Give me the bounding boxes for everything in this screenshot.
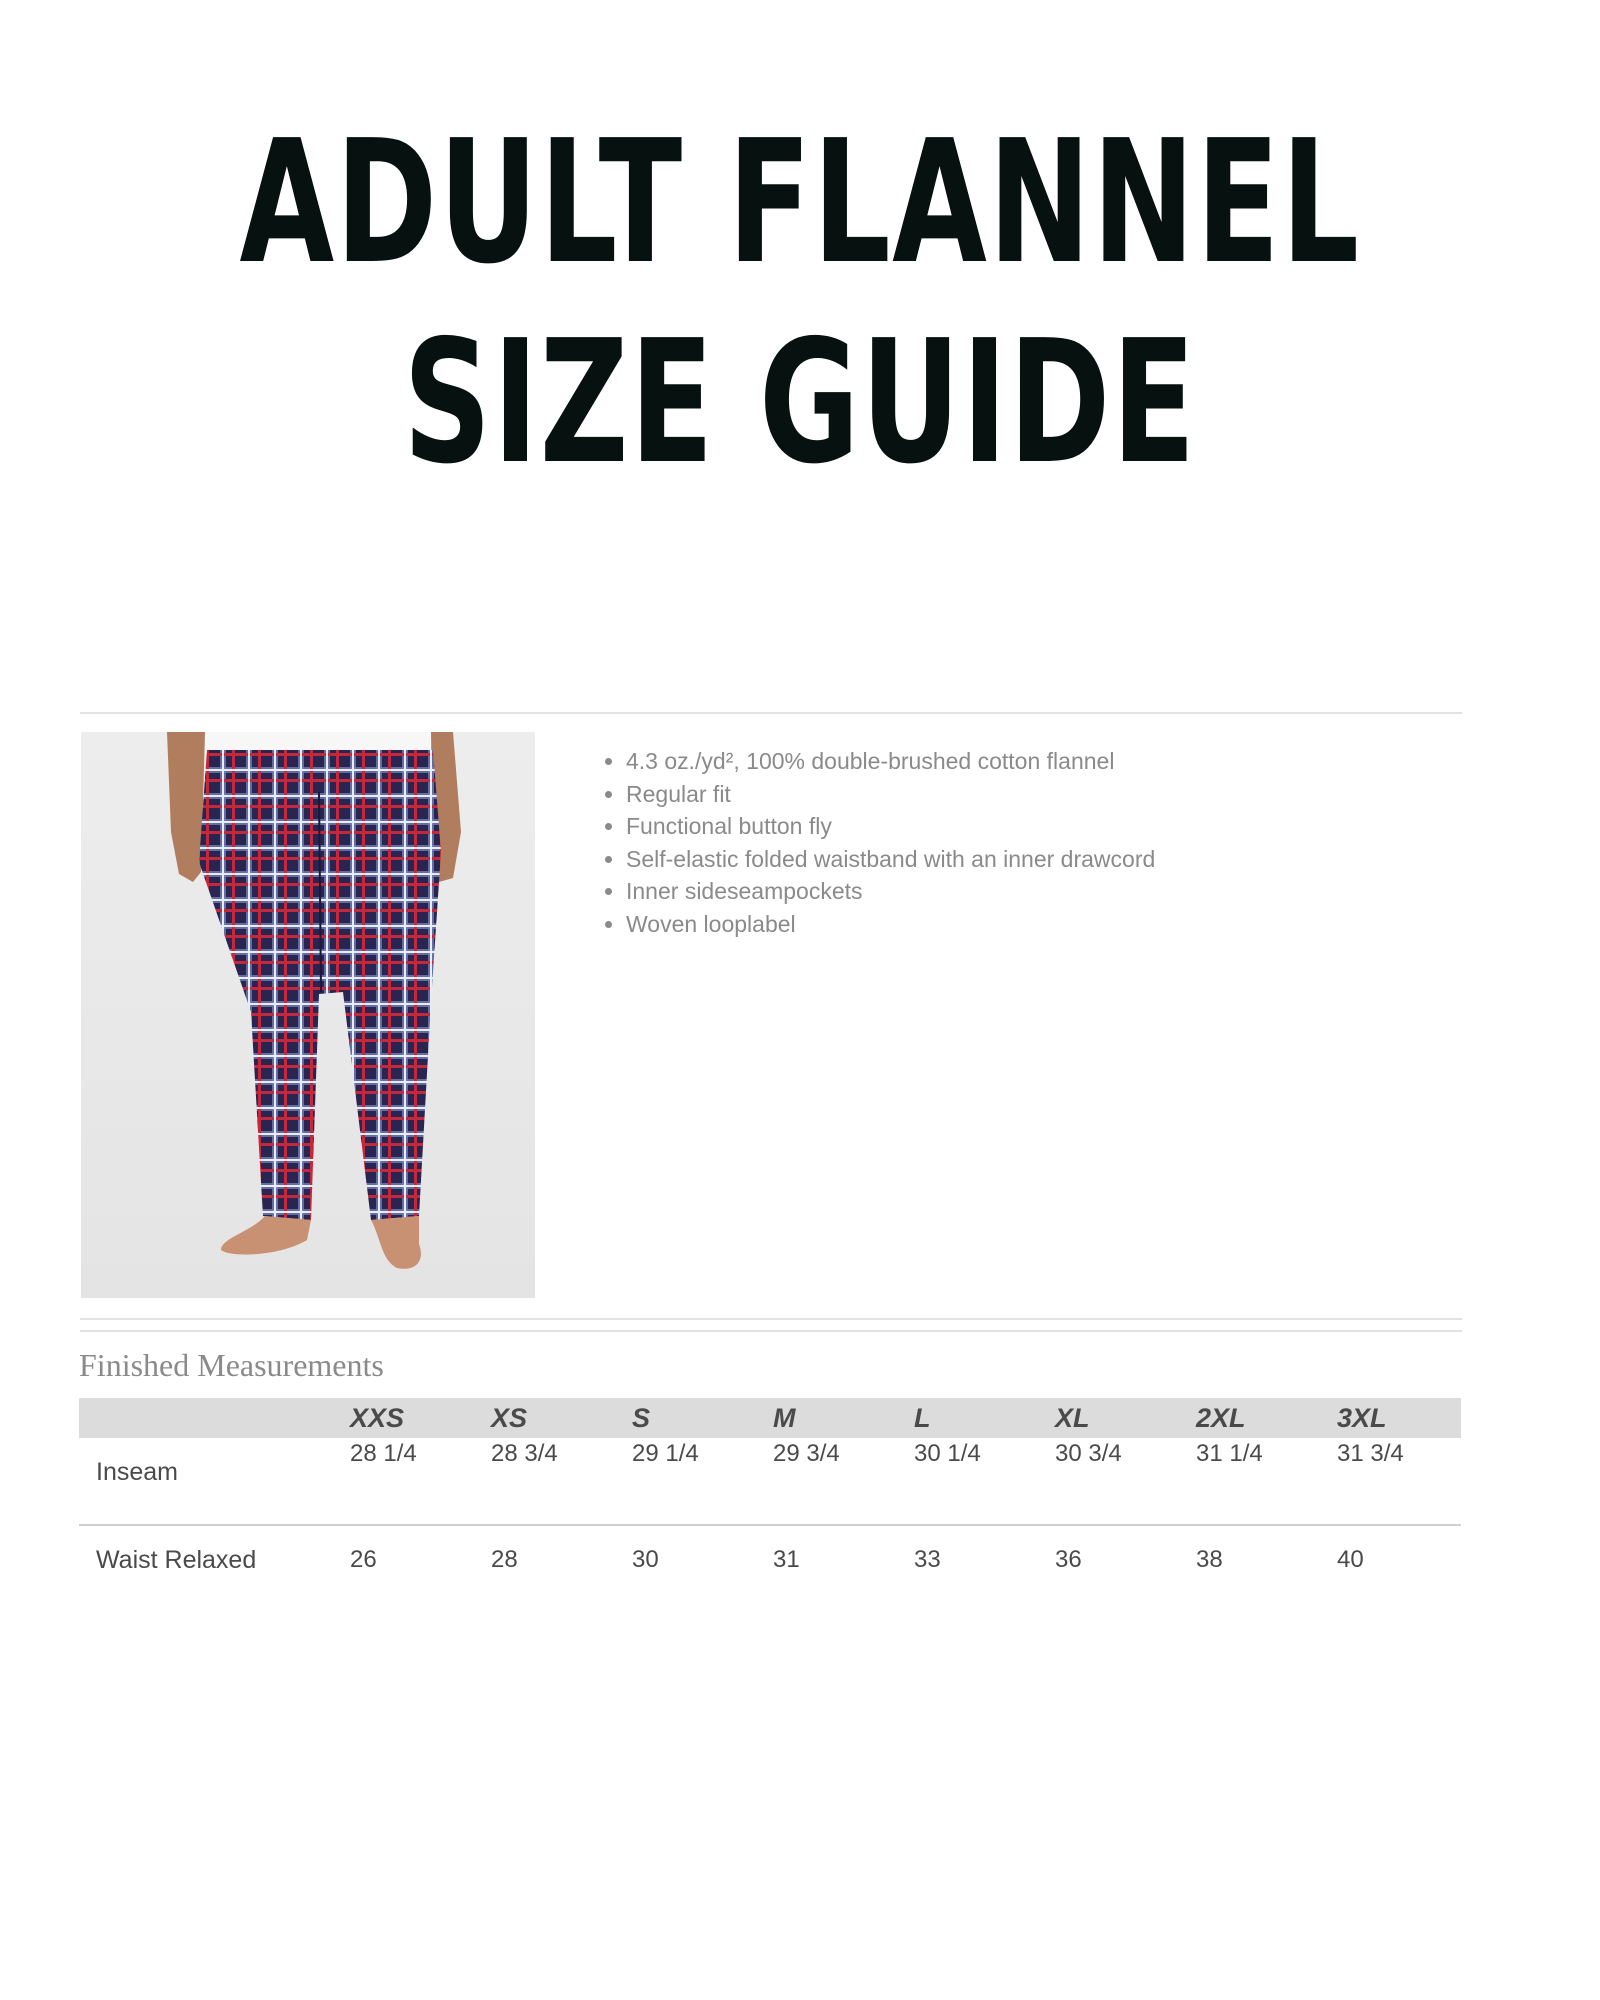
table-cell: 31 1/4: [1179, 1438, 1320, 1525]
column-header: L: [897, 1398, 1038, 1438]
feature-item: • Inner sideseampockets: [626, 875, 1155, 908]
column-header: XXS: [333, 1398, 474, 1438]
table-row: [79, 1525, 1461, 1596]
column-header: M: [756, 1398, 897, 1438]
column-header: S: [615, 1398, 756, 1438]
row-label: Inseam: [79, 1438, 333, 1525]
column-header: 3XL: [1320, 1398, 1461, 1438]
feature-list: [598, 745, 1155, 941]
section-title: Finished Measurements: [79, 1347, 384, 1383]
table-cell: 29 3/4: [756, 1438, 897, 1525]
size-table: [79, 1398, 1461, 1596]
column-header: 2XL: [1179, 1398, 1320, 1438]
table-cell: 31: [773, 1546, 800, 1573]
feature-item: • Woven looplabel: [626, 908, 1155, 941]
table-cell: 38: [1196, 1546, 1223, 1573]
table-cell: 29 1/4: [615, 1438, 756, 1525]
table-cell: 33: [914, 1546, 941, 1573]
table-cell: 30 3/4: [1038, 1438, 1179, 1525]
table-cell: 31 3/4: [1320, 1438, 1461, 1525]
column-header-empty: [79, 1398, 333, 1438]
table-cell: 30 1/4: [897, 1438, 1038, 1525]
feature-item: • Regular fit: [626, 778, 1155, 811]
feature-item: • 4.3 oz./yd², 100% double-brushed cotton flannel: [626, 745, 1155, 778]
page-title-line-2: SIZE GUIDE: [403, 304, 1197, 502]
divider: [80, 1330, 1462, 1332]
divider: [80, 712, 1462, 714]
feature-item: • Functional button fly: [626, 810, 1155, 843]
table-header-row: [79, 1398, 1461, 1438]
product-image: [81, 732, 535, 1298]
table-row: [79, 1438, 1461, 1525]
table-cell: 40: [1337, 1546, 1364, 1573]
table-cell: 30: [632, 1546, 659, 1573]
table-cell: 36: [1055, 1546, 1082, 1573]
table-cell: 26: [350, 1546, 377, 1573]
column-header: XS: [474, 1398, 615, 1438]
feature-item: • Self-elastic folded waistband with an inner drawcord: [626, 843, 1155, 876]
divider: [80, 1318, 1462, 1320]
column-header: XL: [1038, 1398, 1179, 1438]
product-illustration: [81, 732, 535, 1298]
page-title-line-1: ADULT FLANNEL: [239, 104, 1361, 302]
row-label: Waist Relaxed: [96, 1546, 257, 1574]
table-cell: 28: [491, 1546, 518, 1573]
table-cell: 28 1/4: [333, 1438, 474, 1525]
table-cell: 28 3/4: [474, 1438, 615, 1525]
